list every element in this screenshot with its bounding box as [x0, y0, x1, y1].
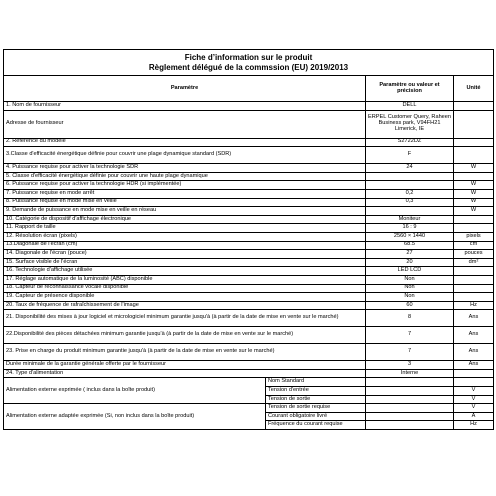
unit-cell: Ans	[454, 310, 494, 327]
table-row	[4, 301, 494, 310]
value-cell: 68.5	[366, 241, 454, 250]
sheet-title	[4, 50, 494, 76]
parameter-cell: 5. Classe d'efficacité énergétique définie pour couvrir une haute plage dynamique	[4, 172, 366, 181]
sub-parameter-cell: Tension de sortie requise	[266, 404, 366, 413]
value-cell: S2722DZ	[366, 138, 454, 147]
table-row	[4, 172, 494, 181]
unit-cell: W	[454, 181, 494, 190]
sub-parameter-cell: Tension de sortie	[266, 395, 366, 404]
alimentation-externe-exprimee-row	[4, 378, 494, 387]
unit-cell: Hz	[454, 421, 494, 430]
table-row	[4, 267, 494, 276]
value-cell: F	[366, 147, 454, 164]
value-cell: ERPEL Customer Query, Raheen Business park, V94FH21 Limerick, IE	[366, 110, 454, 138]
value-cell	[366, 387, 454, 396]
parameter-cell: 21. Disponibilité des mises à jour logiciel et micrologiciel minimum garantie jusqu'à (à partir de la date de mise en vente sur le marché)	[4, 310, 366, 327]
value-cell	[366, 395, 454, 404]
unit-cell: cm	[454, 241, 494, 250]
unit-cell	[454, 102, 494, 111]
value-cell: 16 : 9	[366, 224, 454, 233]
unit-cell	[454, 172, 494, 181]
parameter-cell: 15. Surface visible de l'écran	[4, 258, 366, 267]
parameter-cell: 4. Puissance requise pour activer la technologie SDR	[4, 164, 366, 173]
value-cell	[366, 421, 454, 430]
header-row	[4, 76, 494, 102]
table-row	[4, 361, 494, 370]
value-cell: LED LCD	[366, 267, 454, 276]
parameter-cell: 8. Puissance requise en mode mise en veille	[4, 198, 366, 207]
unit-cell	[454, 267, 494, 276]
table-row	[4, 275, 494, 284]
table-row	[4, 327, 494, 344]
parameter-cell: 23. Prise en charge du produit minimum garantie jusqu'à (à partir de la date de mise en vente sur le marché)	[4, 344, 366, 361]
parameter-cell: 9. Demande de puissance en mode mise en veille en réseau	[4, 207, 366, 216]
table-row	[4, 147, 494, 164]
table-row	[4, 189, 494, 198]
alimentation-externe-adaptee-label: Alimentation externe adaptée exprimée (Si, non inclus dans la boîte produit)	[4, 404, 266, 430]
unit-cell: W	[454, 207, 494, 216]
unit-cell: V	[454, 404, 494, 413]
unit-cell	[454, 284, 494, 293]
parameter-cell: 3.Classe d'efficacité énergétique définie pour couvrir une plage dynamique standard (SDR)	[4, 147, 366, 164]
header-unite: Unité	[454, 76, 494, 102]
unit-cell	[454, 293, 494, 302]
parameter-cell: 2. Référence du modèle	[4, 138, 366, 147]
unit-cell: V	[454, 387, 494, 396]
value-cell	[366, 207, 454, 216]
title-line-1: Fiche d’information sur le produit	[184, 52, 313, 62]
parameter-cell: 6. Puissance requise pour activer la technologie HDR (si implémentée)	[4, 181, 366, 190]
parameter-cell: 24. Type d'alimentation	[4, 369, 366, 378]
parameter-cell: 1. Nom de fournisseur	[4, 102, 366, 111]
parameter-cell: 20. Taux de fréquence de rafraîchissement de l'image	[4, 301, 366, 310]
unit-cell: W	[454, 198, 494, 207]
sub-parameter-cell: Nom Standard	[266, 378, 366, 387]
table-row	[4, 224, 494, 233]
unit-cell: pouces	[454, 250, 494, 259]
value-cell: Moniteur	[366, 215, 454, 224]
unit-cell: Hz	[454, 301, 494, 310]
table-row	[4, 102, 494, 111]
parameter-cell: 16. Technologie d'affichage utilisée	[4, 267, 366, 276]
value-cell: Non	[366, 293, 454, 302]
unit-cell	[454, 378, 494, 387]
table-row	[4, 369, 494, 378]
unit-cell: Ans	[454, 327, 494, 344]
unit-cell: Ans	[454, 361, 494, 370]
value-cell: 20	[366, 258, 454, 267]
table-row	[4, 164, 494, 173]
value-cell: 0,2	[366, 189, 454, 198]
parameter-cell: 19. Capteur de présence disponible	[4, 293, 366, 302]
value-cell: 3	[366, 361, 454, 370]
table-row	[4, 258, 494, 267]
parameter-cell: 14. Diagonale de l'écran (pouce)	[4, 250, 366, 259]
parameter-cell: Adresse de fournisseur	[4, 110, 366, 138]
table-row	[4, 293, 494, 302]
value-cell: 27	[366, 250, 454, 259]
sub-parameter-cell: Fréquence du courant requise	[266, 421, 366, 430]
unit-cell: Ans	[454, 344, 494, 361]
unit-cell	[454, 224, 494, 233]
table-row	[4, 241, 494, 250]
unit-cell	[454, 369, 494, 378]
unit-cell: A	[454, 412, 494, 421]
unit-cell: pixels	[454, 232, 494, 241]
parameter-cell: 7. Puissance requise en mode arrêt	[4, 189, 366, 198]
value-cell: 60	[366, 301, 454, 310]
alimentation-externe-adaptee-row	[4, 404, 494, 413]
value-cell: Non	[366, 275, 454, 284]
table-row	[4, 250, 494, 259]
parameter-cell: 13.Diagonale de l'écran (cm)	[4, 241, 366, 250]
value-cell: 8	[366, 310, 454, 327]
value-cell	[366, 181, 454, 190]
value-cell: 2560 × 1440	[366, 232, 454, 241]
table-row	[4, 232, 494, 241]
title-row	[4, 50, 494, 76]
table-row	[4, 310, 494, 327]
parameter-cell: 22.Disponibilité des pièces détachées minimum garantie jusqu'à (à partir de la date de mise en vente sur le marché)	[4, 327, 366, 344]
parameter-cell: Durée minimale de la garantie générale offerte par le fournisseur	[4, 361, 366, 370]
value-cell: 24	[366, 164, 454, 173]
header-parametre: Paramètre	[4, 76, 366, 102]
table-row	[4, 110, 494, 138]
sub-parameter-cell: Tension d'entrée	[266, 387, 366, 396]
table-row	[4, 138, 494, 147]
unit-cell: W	[454, 189, 494, 198]
product-information-sheet	[3, 49, 494, 430]
parameter-cell: 12. Résolution écran (pixels)	[4, 232, 366, 241]
table-row	[4, 344, 494, 361]
table-row	[4, 207, 494, 216]
unit-cell	[454, 147, 494, 164]
value-cell: DELL	[366, 102, 454, 111]
unit-cell	[454, 215, 494, 224]
parameter-cell: 18. Capteur de reconnaissance vocale disponible	[4, 284, 366, 293]
value-cell: 0,3	[366, 198, 454, 207]
unit-cell: W	[454, 164, 494, 173]
alimentation-externe-exprimee-label: Alimentation externe exprimée ( inclus dans la boîte produit)	[4, 378, 266, 404]
value-cell: 7	[366, 344, 454, 361]
parameter-cell: 17. Réglage automatique de la luminosité (ABC) disponible	[4, 275, 366, 284]
sub-parameter-cell: Courant obligatoire livré	[266, 412, 366, 421]
parameter-cell: 10. Catégorie de dispositif d'affichage électronique	[4, 215, 366, 224]
unit-cell	[454, 110, 494, 138]
table-row	[4, 198, 494, 207]
table-row	[4, 284, 494, 293]
table-row	[4, 181, 494, 190]
value-cell: Interne	[366, 369, 454, 378]
parameter-cell: 11. Rapport de taille	[4, 224, 366, 233]
value-cell: 7	[366, 327, 454, 344]
value-cell: Non	[366, 284, 454, 293]
unit-cell	[454, 275, 494, 284]
title-line-2: Règlement délégué de la commssion (EU) 2019/2013	[148, 62, 349, 72]
unit-cell: V	[454, 395, 494, 404]
value-cell	[366, 172, 454, 181]
unit-cell	[454, 138, 494, 147]
table-row	[4, 215, 494, 224]
value-cell	[366, 378, 454, 387]
value-cell	[366, 404, 454, 413]
unit-cell: dm²	[454, 258, 494, 267]
header-valeur: Paramètre ou valeur et précision	[366, 76, 454, 102]
value-cell	[366, 412, 454, 421]
